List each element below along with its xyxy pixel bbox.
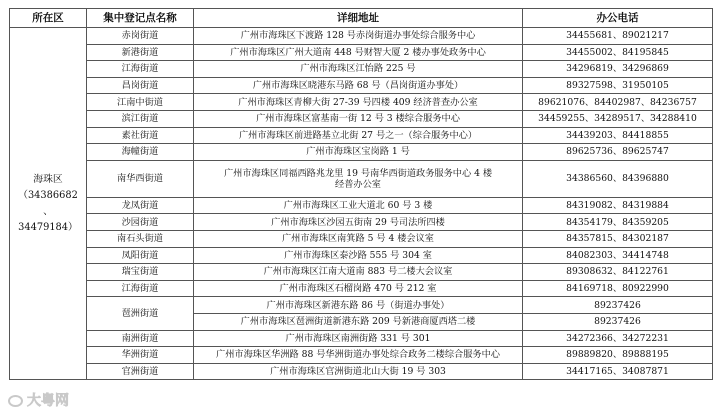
point-name: 官洲街道: [87, 363, 194, 380]
address-line: 广州市海珠区前进路基立北街 27 号之一（综合服务中心）: [238, 129, 478, 141]
address-line: 广州市海珠区富基南一街 12 号 3 楼综合服务中心: [256, 113, 460, 125]
address: [194, 28, 523, 45]
address: [194, 313, 523, 330]
phone: 34459255、34289517、34288410: [523, 110, 713, 127]
address: [194, 127, 523, 144]
phone: 84082303、34414748: [523, 247, 713, 264]
point-name: 华洲街道: [87, 347, 194, 364]
phone: 84319082、84319884: [523, 197, 713, 214]
address-line: 广州市海珠区石榴岗路 470 号 212 室: [279, 283, 437, 295]
address-line: 广州市海珠区官洲街道北山大街 19 号 303: [270, 365, 446, 377]
phone: 34439203、84418855: [523, 127, 713, 144]
address: [194, 264, 523, 281]
point-name: 南华西街道: [87, 160, 194, 197]
point-name: 琶洲街道: [87, 297, 194, 330]
point-name: 赤岗街道: [87, 28, 194, 45]
point-name: 江海街道: [87, 280, 194, 297]
address-line: 广州市海珠区华洲路 88 号华洲街道办事处综合政务二楼综合服务中心: [216, 349, 500, 361]
phone: 84354179、84359205: [523, 214, 713, 231]
table-row: [10, 110, 713, 127]
point-name: 南洲街道: [87, 330, 194, 347]
address: [194, 160, 523, 197]
header-address: 详细地址: [194, 9, 523, 28]
phone: 34417165、34087871: [523, 363, 713, 380]
address-line: 广州市海珠区江南大道南 883 号二楼大会议室: [263, 266, 453, 278]
point-name: 新港街道: [87, 44, 194, 61]
point-name: 沙园街道: [87, 214, 194, 231]
address-line: 广州市海珠区同福西路兆龙里 19 号南华西街道政务服务中心 4 楼: [223, 167, 493, 179]
address-line: 广州市海珠区青柳大街 27-39 号四楼 409 经济普查办公室: [238, 96, 478, 108]
table-row: [10, 230, 713, 247]
point-name: 滨江街道: [87, 110, 194, 127]
table-body: [10, 28, 713, 380]
table-row: [10, 28, 713, 45]
phone: 84357815、84302187: [523, 230, 713, 247]
address-line-2: 经普办公室: [335, 178, 381, 190]
address: [194, 347, 523, 364]
point-name: 素社街道: [87, 127, 194, 144]
table-row: [10, 280, 713, 297]
table-row: [10, 330, 713, 347]
table-row: [10, 61, 713, 78]
address: [194, 44, 523, 61]
phone: 89621076、84402987、84236757: [523, 94, 713, 111]
phone: 89889820、89888195: [523, 347, 713, 364]
address: [194, 110, 523, 127]
point-name: 海幢街道: [87, 144, 194, 161]
registration-points-table: [9, 8, 713, 380]
table-row: [10, 94, 713, 111]
watermark-logo-icon: [6, 392, 24, 408]
address: [194, 247, 523, 264]
address-line: 广州市海珠区晓港东马路 68 号（昌岗街道办事处）: [252, 80, 464, 92]
district-phones-cont: 34479184）: [18, 221, 78, 233]
table-row: [10, 363, 713, 380]
address: [194, 61, 523, 78]
phone: 89237426: [523, 313, 713, 330]
point-name: 瑞宝街道: [87, 264, 194, 281]
address: [194, 77, 523, 94]
point-name: 龙凤街道: [87, 197, 194, 214]
address-line: 广州市海珠区南洲街路 331 号 301: [285, 332, 431, 344]
address-line: 广州市海珠区新港东路 86 号（街道办事处）: [266, 299, 450, 311]
header-area: 所在区: [10, 9, 87, 28]
point-name: 江南中街道: [87, 94, 194, 111]
table-row: [10, 214, 713, 231]
point-name: 江海街道: [87, 61, 194, 78]
address-line: 广州市海珠区泰沙路 555 号 304 室: [284, 249, 432, 261]
table-row: [10, 127, 713, 144]
header-row: [10, 9, 713, 28]
table-row: [10, 247, 713, 264]
watermark-text: 大粤网: [27, 393, 69, 409]
table-row: [10, 160, 713, 197]
address-line: 广州市海珠区江怡路 225 号: [300, 63, 416, 75]
address: [194, 297, 523, 314]
phone: 89237426: [523, 297, 713, 314]
phone: 34455002、84195845: [523, 44, 713, 61]
phone: 89308632、84122761: [523, 264, 713, 281]
address: [194, 280, 523, 297]
district-cell: [10, 28, 87, 380]
district-name: 海珠区: [33, 173, 63, 185]
address-line: 广州市海珠区沙园五街南 29 号司法所四楼: [271, 216, 445, 228]
table-row: [10, 77, 713, 94]
address-line: 广州市海珠区工业大道北 60 号 3 楼: [283, 200, 433, 212]
phone: 34272366、34272231: [523, 330, 713, 347]
phone: 34296819、34296869: [523, 61, 713, 78]
table-row: [10, 44, 713, 61]
table-row: [10, 347, 713, 364]
phone: 84169718、80922990: [523, 280, 713, 297]
point-name: 南石头街道: [87, 230, 194, 247]
address-line: 广州市海珠区广州大道南 448 号财智大厦 2 楼办事处政务中心: [230, 46, 486, 58]
point-name: 凤阳街道: [87, 247, 194, 264]
address-line: 广州市海珠区宝岗路 1 号: [306, 146, 410, 158]
phone: 89625736、89625747: [523, 144, 713, 161]
table-row: [10, 197, 713, 214]
address-line: 广州市海珠区琶洲街道新港东路 209 号新港商厦西塔二楼: [240, 316, 476, 328]
address: [194, 94, 523, 111]
address-line: 广州市海珠区下渡路 128 号赤岗街道办事处综合服务中心: [240, 30, 476, 42]
address: [194, 144, 523, 161]
table-row: [10, 297, 713, 314]
phone: 34386560、84396880: [523, 160, 713, 197]
point-name: 昌岗街道: [87, 77, 194, 94]
header-point-name: 集中登记点名称: [87, 9, 194, 28]
address: [194, 363, 523, 380]
district-phones: （34386682 、: [18, 189, 78, 217]
address: [194, 330, 523, 347]
header-phone: 办公电话: [523, 9, 713, 28]
address: [194, 214, 523, 231]
table-row: [10, 264, 713, 281]
phone: 34455681、89021217: [523, 28, 713, 45]
watermark: [6, 389, 69, 411]
table-row: [10, 144, 713, 161]
address-line: 广州市海珠区南箕路 5 号 4 楼会议室: [282, 233, 434, 245]
phone: 89327598、31950105: [523, 77, 713, 94]
address: [194, 197, 523, 214]
address: [194, 230, 523, 247]
